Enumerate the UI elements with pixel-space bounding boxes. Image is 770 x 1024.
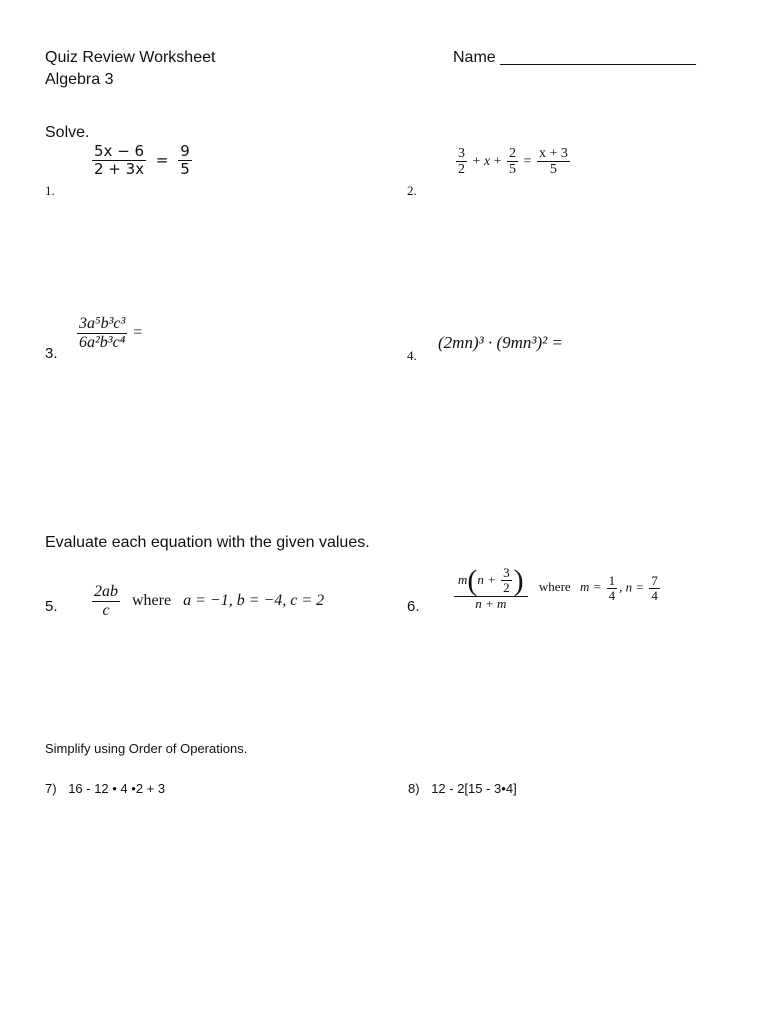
problem-7-expression: 16 - 12 • 4 •2 + 3 — [68, 781, 166, 796]
problem-3-expression: $\frac{\text{3a⁵b³c³}}{\text{6a²b³c⁴}}$ = — [79, 315, 143, 351]
problem-8 — [408, 781, 517, 796]
problem-6-number: 6. — [407, 598, 420, 615]
problem-5-expression: $\frac{2ab}{c}$ where a = −1, b = −4, c = 2 — [94, 583, 325, 619]
p1-rhs-num: 9 — [180, 142, 190, 160]
name-field[interactable]: Name ______________________ — [453, 49, 696, 66]
problem-3-number: 3. — [45, 345, 58, 362]
problem-4-expression: (2mn)³ · (9mn³)² = — [438, 333, 563, 352]
worksheet-title: Quiz Review Worksheet — [45, 49, 216, 66]
p1-rhs-den: 5 — [180, 159, 190, 178]
problem-4-number: 4. — [407, 348, 417, 363]
problem-8-expression: 12 - 2[15 - 3•4] — [431, 781, 517, 796]
p1-lhs-num: 5x − 6 — [94, 142, 145, 160]
section-simplify: Simplify using Order of Operations. — [45, 741, 248, 756]
p3-numerator: 3a⁵b³c³ — [79, 315, 126, 332]
problem-2-equation: $\frac{3}{2}$ + x + $\frac{2}{5}$ = $\frac{x + 3}{5}$ — [458, 146, 568, 178]
problem-7-number: 7) — [45, 781, 57, 796]
section-evaluate: Evaluate each equation with the given values. — [45, 534, 370, 551]
problem-2-number: 2. — [407, 183, 417, 198]
section-solve: Solve. — [45, 124, 90, 141]
problem-1-equation: $\frac{5x - 6}{2 + 3x}$ = $\frac{9}{5}$ — [94, 142, 190, 178]
problem-8-number: 8) — [408, 781, 420, 796]
problem-1-number: 1. — [45, 183, 55, 198]
course-subtitle: Algebra 3 — [45, 71, 114, 88]
problem-5-number: 5. — [45, 598, 58, 615]
problem-7 — [45, 781, 165, 796]
p1-lhs-den: 2 + 3x — [94, 159, 145, 178]
problem-6-expression: m(n + $\frac{3}{2}$ ) n + m where m = $\frac{1}{4}$ , n = $\frac{7}{4}$ — [452, 566, 662, 611]
p3-denominator: 6a²b³c⁴ — [79, 333, 126, 351]
